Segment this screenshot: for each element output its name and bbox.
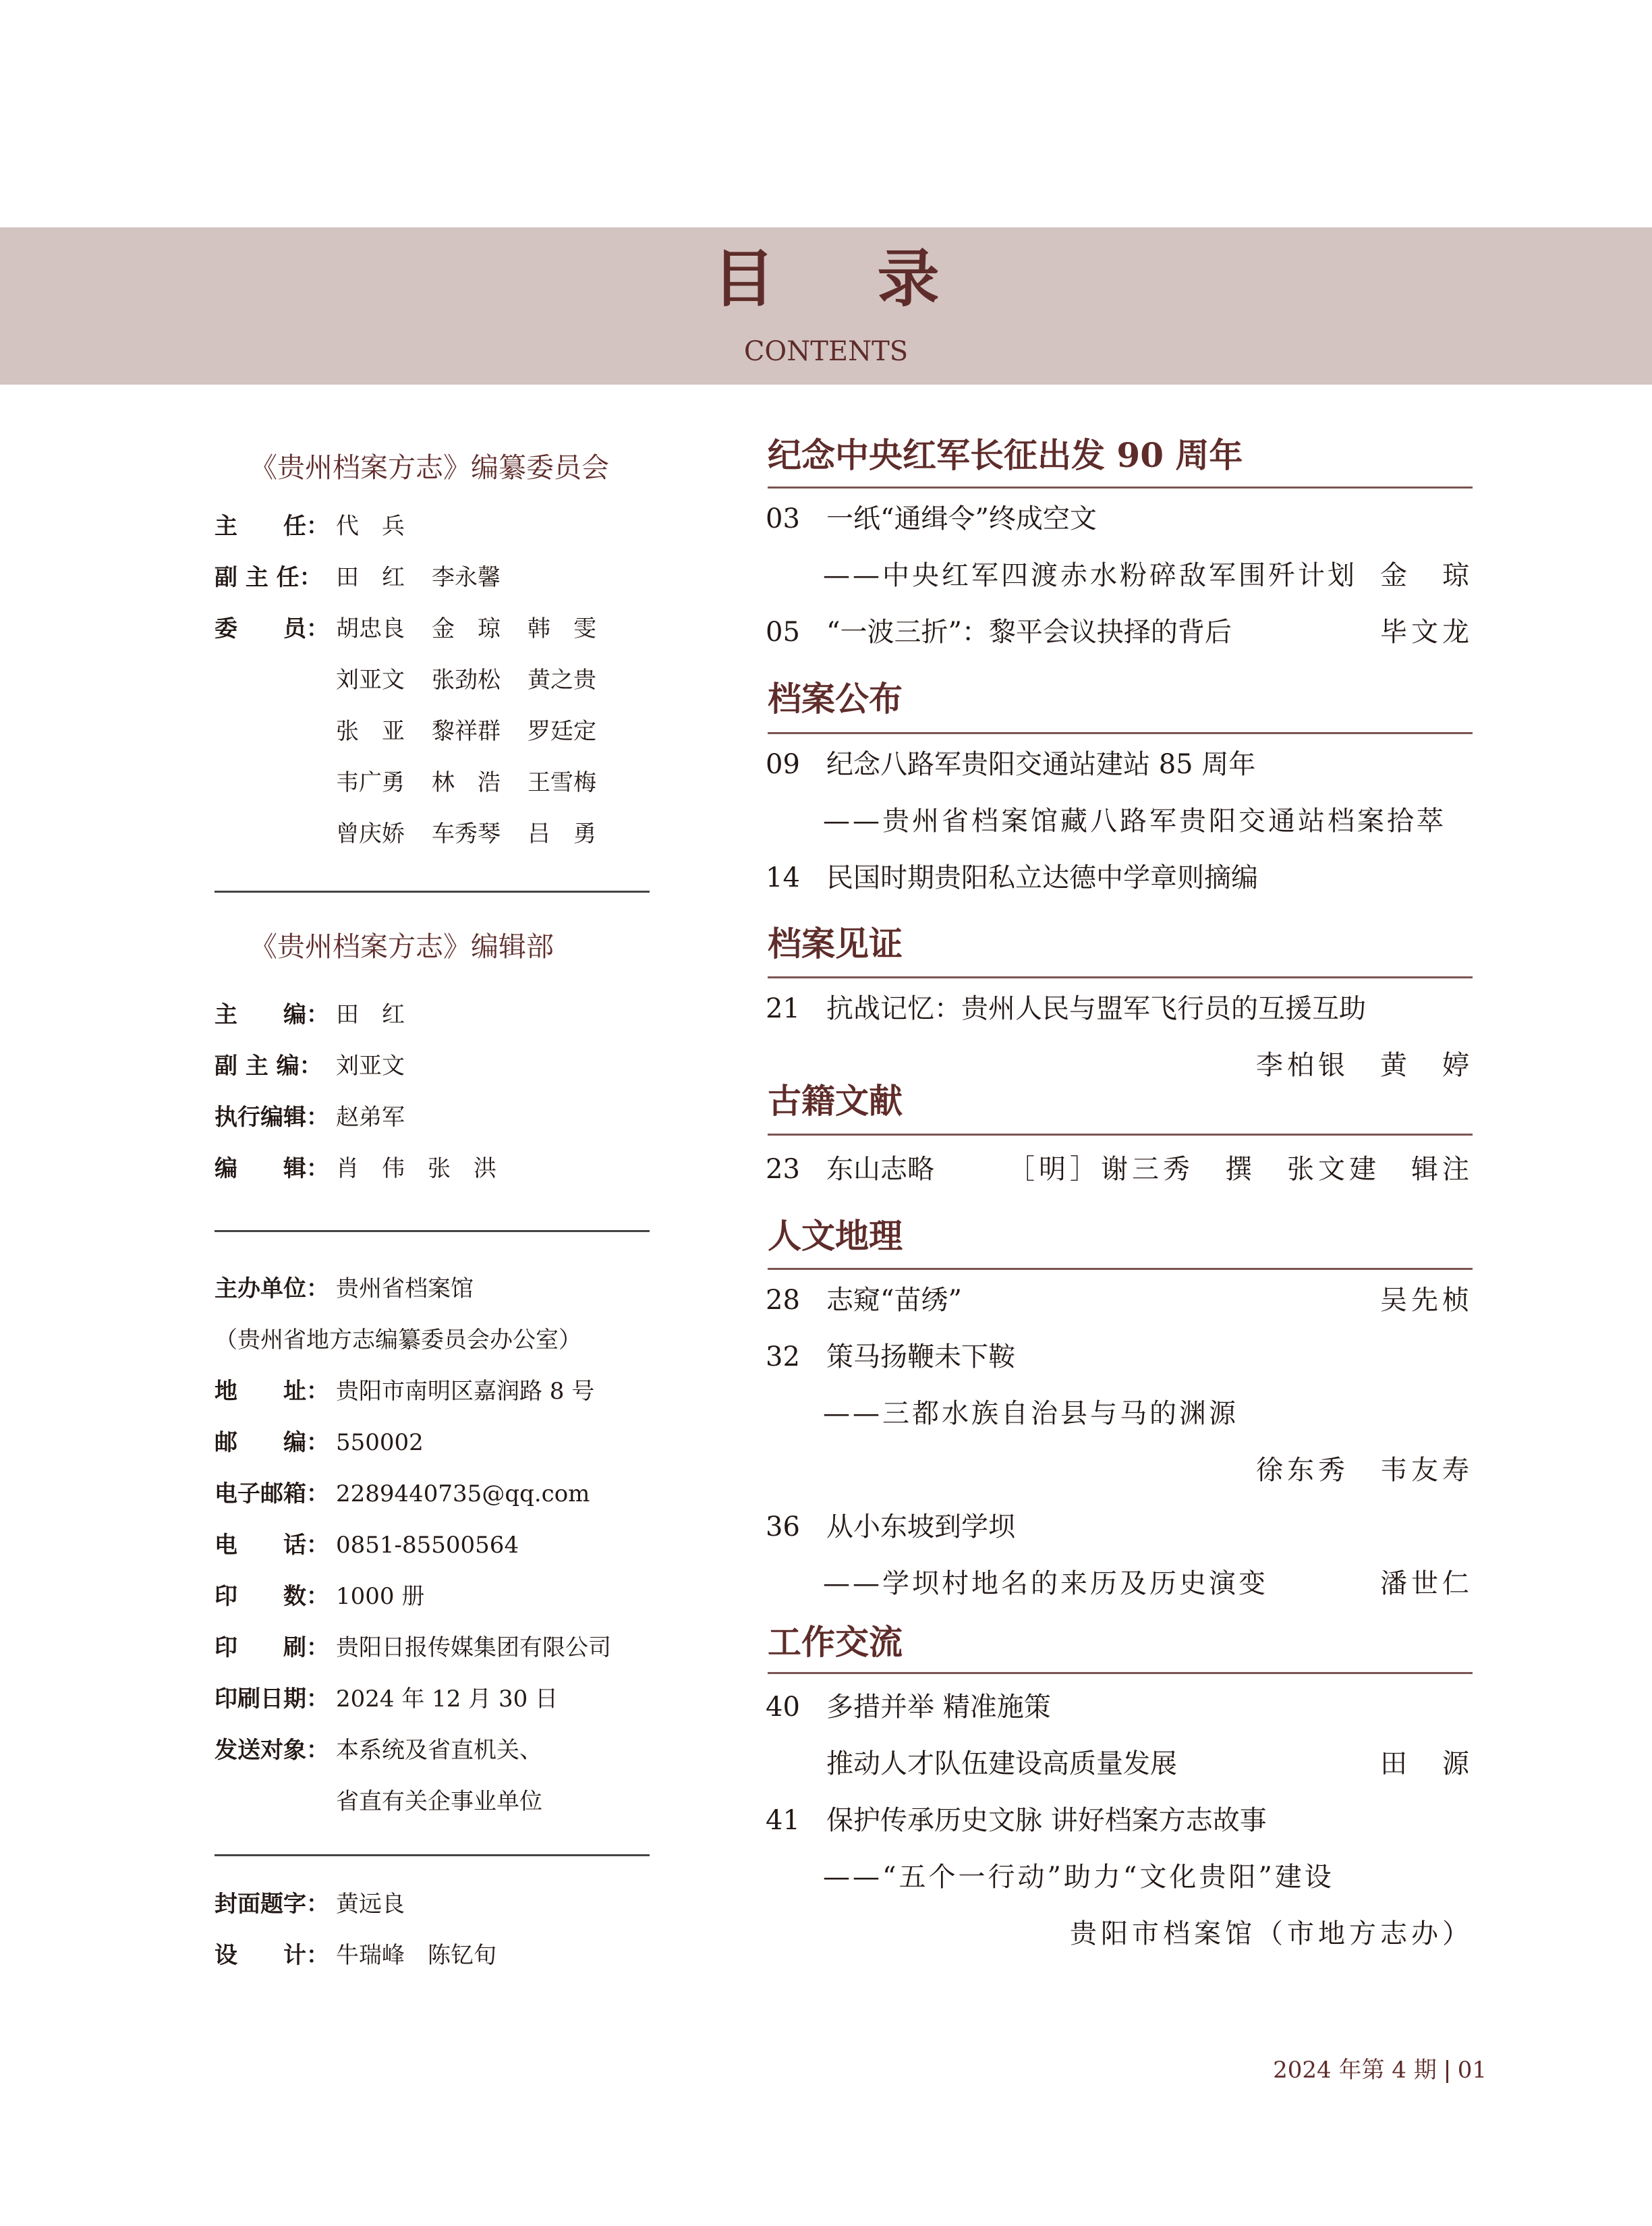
toc-item[interactable] (766, 992, 1474, 1026)
article-title: “一波三折”：黎平会议抉择的背后 (826, 617, 1232, 648)
page-number: 40 (766, 1692, 800, 1723)
toc-item[interactable] (766, 1283, 1474, 1317)
committee-title: 《贵州档案方志》编纂委员会 (250, 451, 609, 484)
section-rule (768, 486, 1473, 489)
page-number: 28 (766, 1285, 800, 1316)
committee-row: 委 员： 胡忠良 金 琼 韩 雯 (215, 615, 596, 642)
page-number: 36 (766, 1511, 800, 1542)
page-number: 21 (766, 993, 800, 1024)
credits-row: 封面题字： 黄远良 (215, 1891, 405, 1918)
article-subtitle: ——学坝村地名的来历及历史演变 (823, 1568, 1268, 1599)
article-author: 田 源 (1380, 1748, 1473, 1779)
page-number-footer: 01 (1457, 2057, 1487, 2084)
page-number: 32 (766, 1341, 800, 1372)
article-subtitle: ——三都水族自治县与马的渊源 (823, 1398, 1238, 1429)
toc-item[interactable] (766, 615, 1474, 649)
footer-separator (1446, 2060, 1448, 2083)
section-rule (768, 1672, 1473, 1674)
divider (215, 891, 650, 893)
toc-item[interactable] (766, 1690, 1474, 1724)
article-subtitle: ——中央红军四渡赤水粉碎敌军围歼计划 (823, 560, 1357, 591)
toc-item[interactable] (766, 1510, 1474, 1544)
committee-row: 张 亚 黎祥群 罗廷定 (336, 718, 596, 745)
publisher-row: 主办单位： 贵州省档案馆 (215, 1275, 474, 1302)
publisher-row: 印刷日期： 2024 年 12 月 30 日 (215, 1686, 559, 1713)
editorial-row: 编 辑： 肖 伟 张 洪 (215, 1155, 496, 1182)
toc-item[interactable] (766, 502, 1474, 536)
editorial-row: 副 主 编： 刘亚文 (215, 1053, 405, 1080)
committee-row: 副 主 任： 田 红 李永馨 (215, 564, 501, 591)
divider (215, 1854, 650, 1856)
publisher-row: 电子邮箱： 2289440735@qq.com (215, 1480, 590, 1507)
section-title: 档案见证 (768, 924, 903, 964)
toc-item[interactable] (766, 1804, 1474, 1837)
section-rule (768, 732, 1473, 734)
article-title: 从小东坡到学坝 (826, 1511, 1015, 1542)
committee-row: 韦广勇 林 浩 王雪梅 (336, 769, 596, 796)
committee-row: 主 任： 代 兵 (215, 513, 405, 540)
toc-item[interactable] (766, 1340, 1474, 1374)
article-author: 毕文龙 (1380, 617, 1473, 648)
section-title: 人文地理 (768, 1216, 903, 1256)
article-title: 志窥“苗绣” (826, 1285, 962, 1316)
section-title: 档案公布 (768, 679, 903, 719)
article-author: 徐东秀 韦友寿 (1256, 1455, 1473, 1486)
committee-row: 曾庆娇 车秀琴 吕 勇 (336, 820, 596, 847)
toc-item[interactable] (766, 748, 1474, 781)
page-number: 05 (766, 617, 800, 648)
publisher-row: 省直有关企事业单位 (336, 1788, 542, 1815)
article-author: 吴先桢 (1380, 1285, 1473, 1316)
page-number: 41 (766, 1805, 800, 1836)
article-subtitle: ——贵州省档案馆藏八路军贵阳交通站档案拾萃 (823, 806, 1446, 837)
article-title: 一纸“通缉令”终成空文 (826, 503, 1097, 534)
article-author: 李柏银 黄 婷 (1256, 1050, 1473, 1081)
divider (215, 1230, 650, 1232)
page-subtitle: CONTENTS (743, 336, 909, 367)
article-author: 金 琼 (1380, 560, 1473, 591)
issue-label: 2024 年第 4 期 (1273, 2057, 1437, 2084)
article-title: 多措并举 精准施策 (826, 1692, 1051, 1723)
article-title: 民国时期贵阳私立达德中学章则摘编 (826, 862, 1258, 893)
section-rule (768, 976, 1473, 978)
section-title: 纪念中央红军长征出发 90 周年 (768, 435, 1243, 475)
article-title: 纪念八路军贵阳交通站建站 85 周年 (826, 749, 1256, 780)
section-title: 古籍文献 (768, 1081, 903, 1121)
article-author: ［明］谢三秀 撰 张文建 辑注 (1008, 1154, 1473, 1185)
publisher-row: 电 话： 0851-85500564 (215, 1532, 519, 1559)
page-title: 目 录 (712, 242, 980, 315)
page-number: 14 (766, 862, 800, 893)
article-author: 潘世仁 (1380, 1568, 1473, 1599)
section-rule (768, 1268, 1473, 1270)
publisher-row: （贵州省地方志编纂委员会办公室） (215, 1327, 581, 1354)
article-title-line2: 推动人才队伍建设高质量发展 (826, 1748, 1177, 1779)
page-footer (1273, 2055, 1487, 2085)
page-number: 03 (766, 503, 800, 534)
article-title: 抗战记忆：贵州人民与盟军飞行员的互援互助 (826, 993, 1366, 1024)
article-author: 贵阳市档案馆（市地方志办） (1070, 1918, 1473, 1949)
section-title: 工作交流 (768, 1622, 903, 1662)
publisher-row: 邮 编： 550002 (215, 1429, 424, 1456)
article-title: 保护传承历史文脉 讲好档案方志故事 (826, 1805, 1267, 1836)
publisher-row: 发送对象： 本系统及省直机关、 (215, 1737, 542, 1764)
page-number: 23 (766, 1154, 800, 1185)
editorial-title: 《贵州档案方志》编辑部 (250, 930, 554, 963)
toc-item-continued (766, 1747, 1474, 1781)
page-number: 09 (766, 749, 800, 780)
editorial-row: 主 编： 田 红 (215, 1001, 405, 1028)
committee-row: 刘亚文 张劲松 黄之贵 (336, 667, 596, 694)
editorial-row: 执行编辑： 赵弟军 (215, 1104, 405, 1131)
article-title: 东山志略 (826, 1154, 934, 1185)
article-subtitle: ——“五个一行动”助力“文化贵阳”建设 (823, 1862, 1334, 1893)
section-rule (768, 1134, 1473, 1136)
article-title: 策马扬鞭未下鞍 (826, 1341, 1015, 1372)
credits-row: 设 计： 牛瑞峰 陈钇旬 (215, 1942, 496, 1969)
publisher-row: 印 数： 1000 册 (215, 1583, 425, 1610)
publisher-row: 印 刷： 贵阳日报传媒集团有限公司 (215, 1634, 611, 1661)
publisher-row: 地 址： 贵阳市南明区嘉润路 8 号 (215, 1378, 595, 1405)
toc-item[interactable] (766, 861, 1474, 895)
